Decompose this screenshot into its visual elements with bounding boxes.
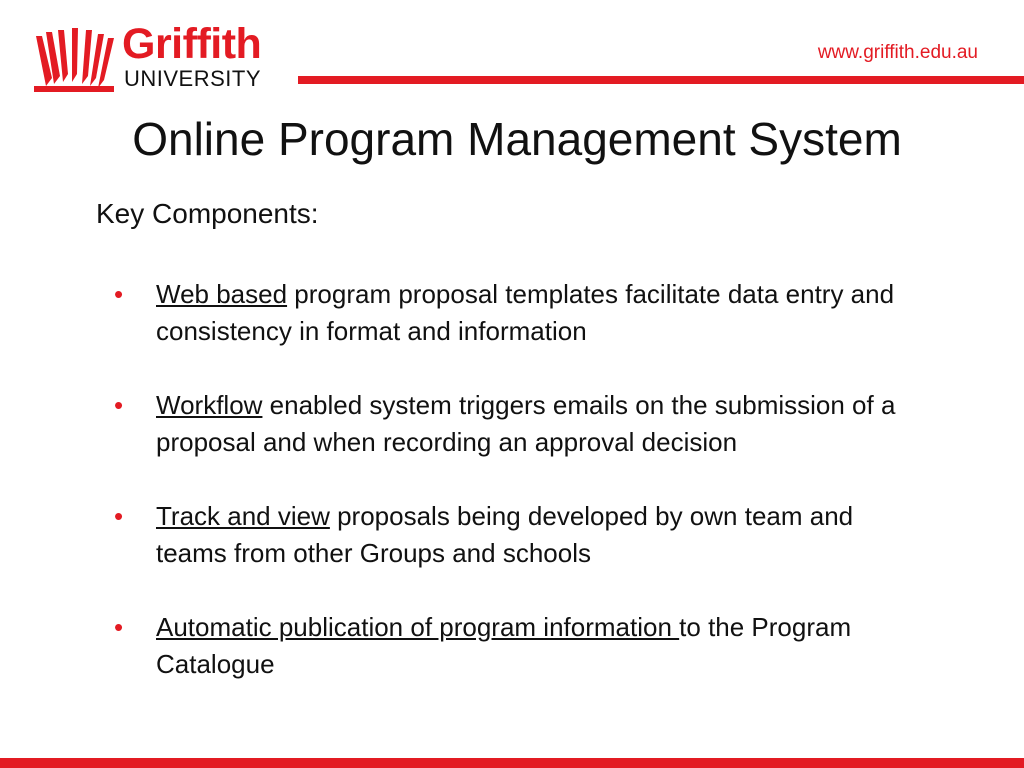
griffith-logo-mark-icon	[32, 26, 116, 92]
header-divider	[298, 76, 1024, 84]
bullet-text: to the Program Catalogue	[156, 612, 852, 679]
bullet-item-track-and-view	[110, 498, 930, 572]
griffith-logo	[32, 20, 292, 96]
bullet-term: Automatic publication of program information	[156, 612, 680, 642]
bullet-list	[110, 276, 930, 720]
bullet-icon: •	[114, 501, 124, 531]
bullet-icon: •	[114, 612, 124, 642]
logo-subtitle: UNIVERSITY	[124, 66, 262, 91]
slide-subtitle: Key Components:	[96, 198, 319, 229]
bullet-text: program proposal templates facilitate data entry and consistency in format and information	[156, 279, 895, 346]
bullet-item-workflow	[110, 387, 930, 461]
logo-wordmark: Griffith	[122, 20, 262, 68]
footer-divider	[0, 758, 1024, 768]
bullet-icon: •	[114, 390, 124, 420]
website-link[interactable]: www.griffith.edu.au	[817, 42, 978, 63]
bullet-text: enabled system triggers emails on the submission of a proposal and when recording an approval decision	[156, 390, 896, 457]
bullet-item-web-based	[110, 276, 930, 350]
bullet-icon: •	[114, 279, 124, 309]
bullet-text: proposals being developed by own team and teams from other Groups and schools	[156, 501, 854, 568]
bullet-term: Track and view	[156, 501, 330, 531]
bullet-item-automatic-publication	[110, 609, 930, 683]
bullet-term: Workflow	[156, 390, 263, 420]
slide-title: Online Program Management System	[132, 113, 902, 165]
bullet-term: Web based	[156, 279, 288, 309]
